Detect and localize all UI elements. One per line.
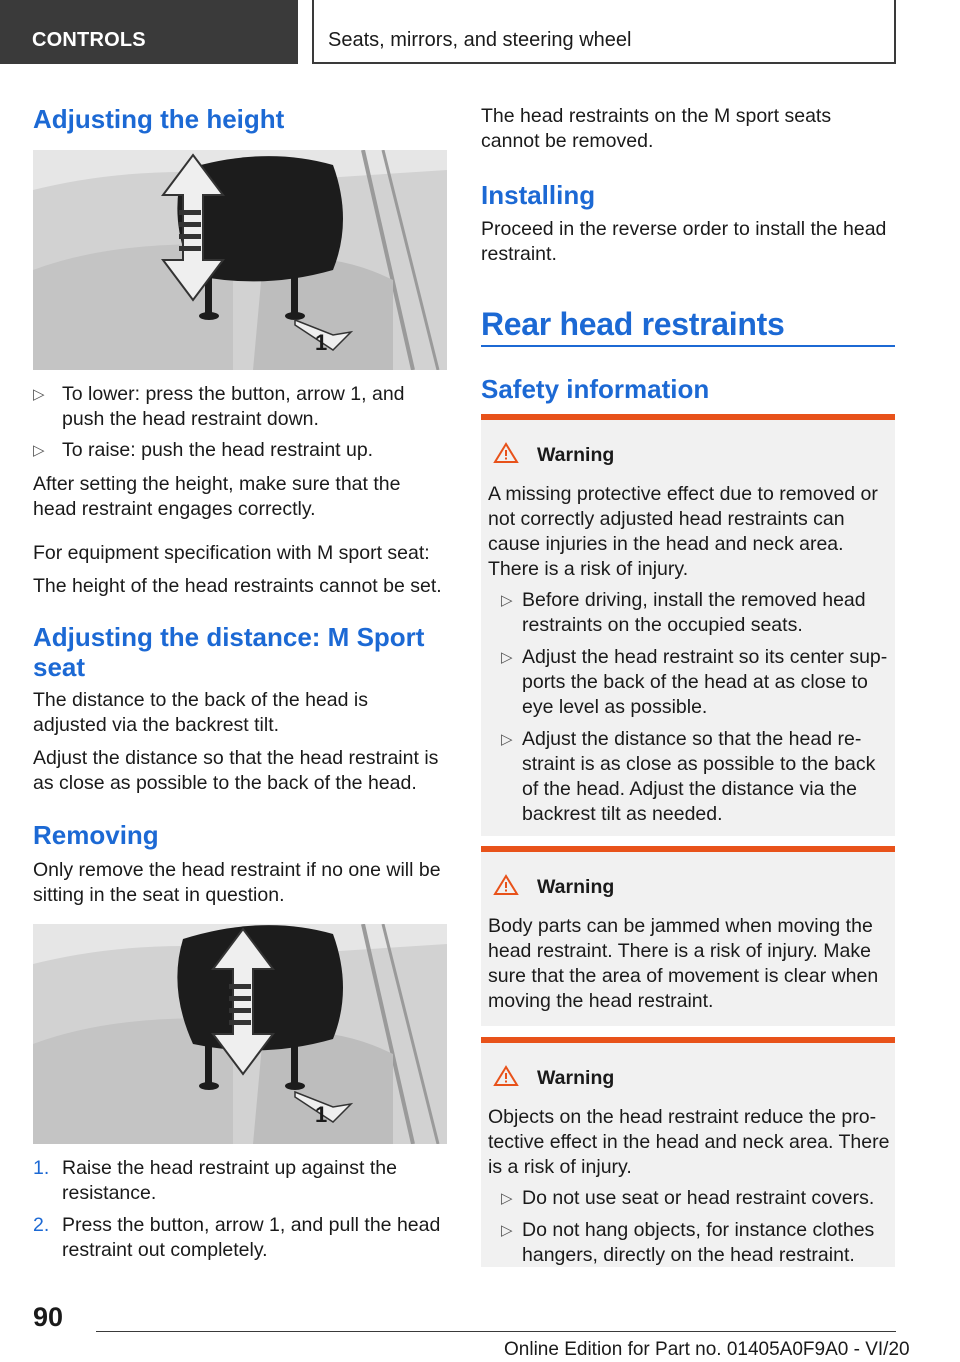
paragraph-distance-1: The distance to the back of the head is adjusted via the backrest tilt.: [33, 689, 368, 736]
warning-title: Warning: [537, 444, 615, 466]
section-title: CONTROLS: [32, 29, 146, 51]
section-tab: [0, 0, 298, 64]
numbered-step: 2. Press the button, arrow 1, and pull the head restraint out completely.: [33, 1214, 441, 1261]
warning-triangle-icon: [493, 1065, 519, 1087]
paragraph-height-not-set: The height of the head restraints cannot be set.: [33, 575, 442, 597]
page-header: [0, 0, 960, 64]
list-item: ▷ Adjust the head restraint so its center supports the back of the head at as close to eye level as possible.: [501, 646, 888, 718]
triangle-marker-icon: ▷: [33, 386, 45, 403]
page-number: 90: [33, 1302, 64, 1332]
warning-triangle-icon: [493, 874, 519, 896]
warning-title: Warning: [537, 1067, 615, 1089]
warning-text: A missing protective effect due to removed or not correctly adjusted head restraints can cause injuries in the head and neck area. There is a risk of injury.: [488, 483, 878, 580]
list-item: ▷ To raise: push the head restraint up.: [33, 439, 374, 461]
paragraph-m-sport-note: The head restraints on the M sport seats cannot be removed.: [481, 105, 832, 152]
list-item: ▷ Do not hang objects, for instance clothes hangers, directly on the head restraint.: [501, 1219, 875, 1266]
heading-rule: [481, 345, 895, 347]
paragraph-after-setting: After setting the height, make sure that the head restraint engages correctly.: [33, 473, 401, 520]
paragraph-installing: Proceed in the reverse order to install the head restraint.: [481, 218, 887, 265]
warning-box: [481, 846, 895, 1026]
head-restraint-height-illustration: [33, 150, 447, 370]
numbered-step: 1. Raise the head restraint up against the resistance.: [33, 1157, 397, 1204]
list-item: ▷ To lower: press the button, arrow 1, and push the head restraint down.: [33, 383, 405, 430]
list-item: ▷ Before driving, install the removed head restraints on the occupied seats.: [501, 589, 866, 636]
footer-edition: Online Edition for Part no. 01405A0F9A0 - VI/20: [504, 1339, 910, 1360]
chapter-tab: [312, 0, 896, 64]
triangle-marker-icon: ▷: [501, 649, 513, 666]
warning-title: Warning: [537, 876, 615, 898]
triangle-marker-icon: ▷: [501, 592, 513, 609]
illustration-removing: [33, 924, 447, 1144]
heading-adjusting-height: Adjusting the height: [33, 104, 285, 134]
footer-rule: [96, 1331, 896, 1332]
triangle-marker-icon: ▷: [501, 1222, 513, 1239]
paragraph-distance-2: Adjust the distance so that the head restraint is as close as possible to the back of the head.: [33, 747, 439, 794]
heading-rear-head-restraints: Rear head restraints: [481, 306, 785, 342]
illustration-adjust-height: [33, 150, 447, 370]
chapter-title: Seats, mirrors, and steering wheel: [328, 29, 632, 51]
triangle-marker-icon: ▷: [501, 731, 513, 748]
list-item: ▷ Do not use seat or head restraint covers.: [501, 1187, 875, 1209]
paragraph-removing: Only remove the head restraint if no one will be sitting in the seat in question.: [33, 859, 441, 906]
figure-label: 1: [315, 330, 328, 355]
warning-text: Body parts can be jammed when moving the head restraint. There is a risk of injury. Make sure that the area of movement is clear when moving the head restraint.: [488, 915, 879, 1012]
heading-safety-information: Safety information: [481, 374, 710, 404]
paragraph-equip-spec: For equipment specification with M sport seat:: [33, 542, 430, 564]
triangle-marker-icon: ▷: [501, 1190, 513, 1207]
heading-installing: Installing: [481, 180, 596, 210]
warning-triangle-icon: [493, 442, 519, 464]
heading-removing: Removing: [33, 820, 159, 850]
head-restraint-removing-illustration: [33, 924, 447, 1144]
list-item: ▷ Adjust the distance so that the head restraint is as close as possible to the back of the head. Adjust the distance via the backrest tilt as needed.: [501, 728, 876, 825]
triangle-marker-icon: ▷: [33, 442, 45, 459]
warning-text: Objects on the head restraint reduce the protective effect in the head and neck area. There is a risk of injury.: [488, 1106, 890, 1178]
warning-box: [481, 1037, 895, 1267]
figure-label: 1: [315, 1102, 328, 1127]
heading-adjusting-distance: Adjusting the distance: M Sport seat: [33, 622, 425, 682]
warning-box: [481, 414, 895, 836]
